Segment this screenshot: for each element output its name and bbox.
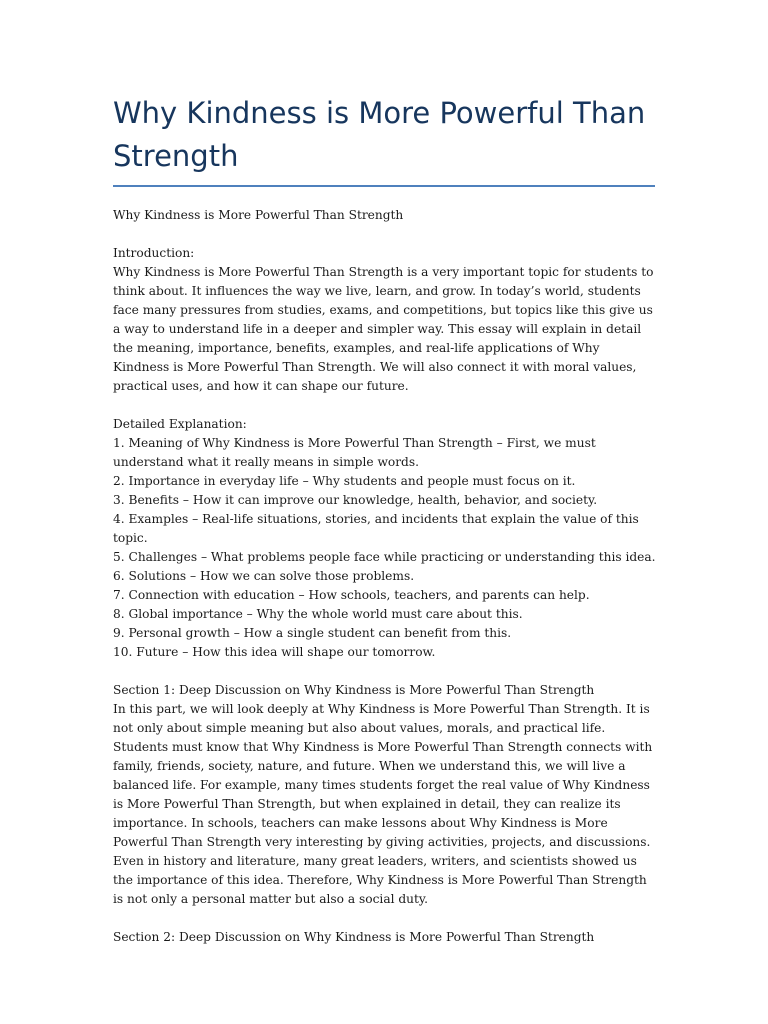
list-item: 5. Challenges – What problems people face while practicing or understanding this idea.: [113, 550, 656, 564]
explanation-heading: Detailed Explanation:: [113, 417, 247, 431]
list-item: 7. Connection with education – How schools, teachers, and parents can help.: [113, 588, 590, 602]
list-item: 1. Meaning of Why Kindness is More Powerful Than Strength – First, we must understand what it really means in simple words.: [113, 436, 596, 469]
list-item: 10. Future – How this idea will shape our tomorrow.: [113, 645, 436, 659]
paragraph-gap: [113, 909, 658, 928]
list-item: 2. Importance in everyday life – Why students and people must focus on it.: [113, 474, 576, 488]
section-2-heading: Section 2: Deep Discussion on Why Kindness is More Powerful Than Strength: [113, 930, 595, 944]
document-page: [113, 92, 658, 947]
paragraph-gap: [113, 662, 658, 681]
list-item: 9. Personal growth – How a single student can benefit from this.: [113, 626, 512, 640]
intro-paragraph: Why Kindness is More Powerful Than Strength is a very important topic for students to think about. It influences the way we live, learn, and grow. In today’s world, students face many pressures from studies, exams, and competitions, but topics like this give us a way to understand life in a deeper and simpler way. This essay will explain in detail the meaning, importance, benefits, examples, and real-life applications of Why Kindness is More Powerful Than Strength. We will also connect it with moral values, practical uses, and how it can shape our future.: [113, 265, 654, 393]
paragraph-gap: [113, 225, 658, 244]
explanation-list: [113, 434, 658, 662]
intro-heading: Introduction:: [113, 246, 195, 260]
section-1-heading: Section 1: Deep Discussion on Why Kindness is More Powerful Than Strength: [113, 683, 595, 697]
paragraph-gap: [113, 396, 658, 415]
document-subtitle: Why Kindness is More Powerful Than Strength: [113, 208, 404, 222]
document-title: Why Kindness is More Powerful Than Strength: [113, 92, 655, 187]
list-item: 8. Global importance – Why the whole world must care about this.: [113, 607, 523, 621]
section-1-paragraph: In this part, we will look deeply at Why Kindness is More Powerful Than Strength. It is not only about simple meaning but also about values, morals, and practical life. Students must know that Why Kindness is More Powerful Than Strength connects with family, friends, society, nature, and future. When we understand this, we will live a balanced life. For example, many times students forget the real value of Why Kindness is More Powerful Than Strength, but when explained in detail, they can realize its importance. In schools, teachers can make lessons about Why Kindness is More Powerful Than Strength very interesting by giving activities, projects, and discussions. Even in history and literature, many great leaders, writers, and scientists showed us the importance of this idea. Therefore, Why Kindness is More Powerful Than Strength is not only a personal matter but also a social duty.: [113, 702, 653, 906]
list-item: 4. Examples – Real-life situations, stories, and incidents that explain the value of this topic.: [113, 512, 639, 545]
list-item: 3. Benefits – How it can improve our knowledge, health, behavior, and society.: [113, 493, 598, 507]
list-item: 6. Solutions – How we can solve those problems.: [113, 569, 415, 583]
